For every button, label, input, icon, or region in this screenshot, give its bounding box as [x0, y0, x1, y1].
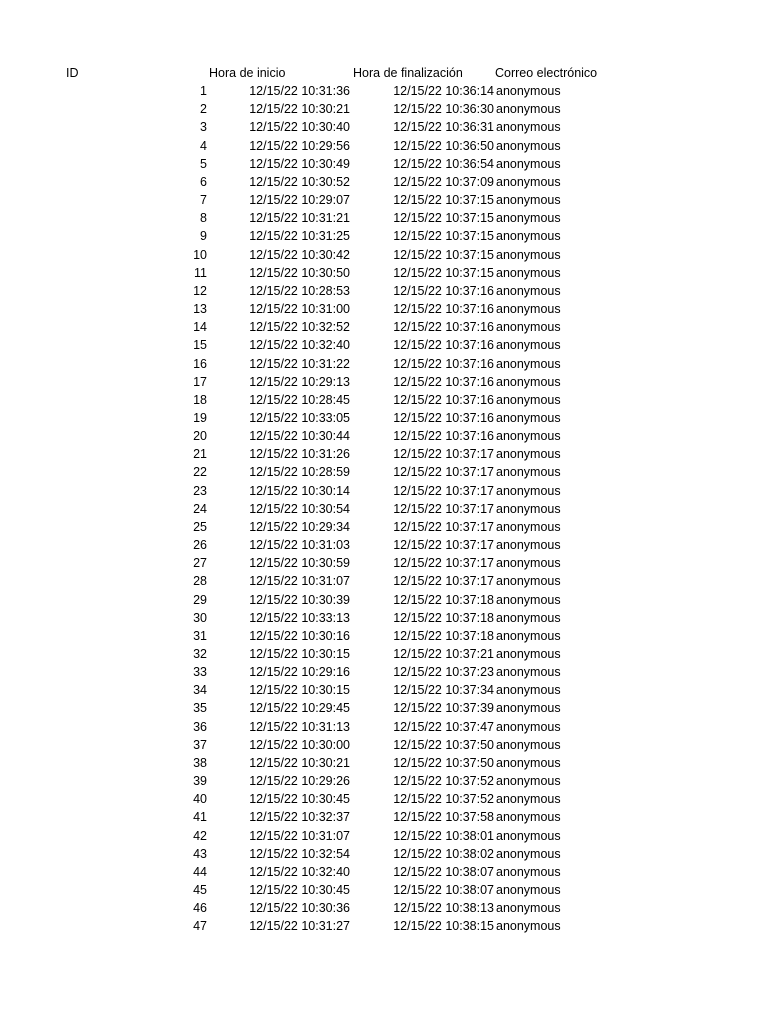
- table-row: [0, 373, 768, 391]
- cell-email: anonymous: [496, 864, 561, 879]
- cell-email: anonymous: [496, 229, 561, 244]
- cell-email: anonymous: [496, 574, 561, 589]
- cell-end-time: 12/15/22 10:37:16: [393, 410, 494, 425]
- cell-end-time: 12/15/22 10:37:09: [393, 174, 494, 189]
- table-row: [0, 282, 768, 300]
- table-row: [0, 627, 768, 645]
- cell-end-time: 12/15/22 10:37:15: [393, 265, 494, 280]
- column-header-id: ID: [66, 66, 79, 80]
- cell-id: 31: [193, 628, 207, 643]
- cell-start-time: 12/15/22 10:28:45: [249, 392, 350, 407]
- cell-email: anonymous: [496, 120, 561, 135]
- cell-id: 13: [193, 302, 207, 317]
- cell-email: anonymous: [496, 719, 561, 734]
- cell-email: anonymous: [496, 356, 561, 371]
- cell-end-time: 12/15/22 10:38:13: [393, 901, 494, 916]
- table-row: [0, 917, 768, 935]
- cell-id: 38: [193, 755, 207, 770]
- cell-id: 44: [193, 864, 207, 879]
- cell-email: anonymous: [496, 737, 561, 752]
- cell-end-time: 12/15/22 10:37:15: [393, 229, 494, 244]
- cell-email: anonymous: [496, 701, 561, 716]
- cell-id: 47: [193, 919, 207, 934]
- cell-email: anonymous: [496, 374, 561, 389]
- cell-end-time: 12/15/22 10:37:16: [393, 356, 494, 371]
- cell-id: 46: [193, 901, 207, 916]
- cell-id: 26: [193, 538, 207, 553]
- cell-end-time: 12/15/22 10:37:16: [393, 320, 494, 335]
- cell-id: 34: [193, 683, 207, 698]
- cell-start-time: 12/15/22 10:32:40: [249, 338, 350, 353]
- cell-end-time: 12/15/22 10:37:50: [393, 755, 494, 770]
- cell-id: 23: [193, 483, 207, 498]
- cell-id: 35: [193, 701, 207, 716]
- cell-end-time: 12/15/22 10:36:54: [393, 156, 494, 171]
- table-row: [0, 100, 768, 118]
- cell-end-time: 12/15/22 10:37:16: [393, 374, 494, 389]
- cell-start-time: 12/15/22 10:33:13: [249, 610, 350, 625]
- table-row: [0, 391, 768, 409]
- cell-id: 39: [193, 774, 207, 789]
- cell-start-time: 12/15/22 10:30:21: [249, 102, 350, 117]
- column-header-email: Correo electrónico: [495, 66, 598, 80]
- table-row: [0, 409, 768, 427]
- cell-email: anonymous: [496, 828, 561, 843]
- cell-email: anonymous: [496, 247, 561, 262]
- table-row: [0, 355, 768, 373]
- cell-start-time: 12/15/22 10:30:45: [249, 792, 350, 807]
- cell-id: 12: [193, 283, 207, 298]
- cell-end-time: 12/15/22 10:36:31: [393, 120, 494, 135]
- cell-email: anonymous: [496, 338, 561, 353]
- cell-id: 5: [200, 156, 207, 171]
- cell-email: anonymous: [496, 919, 561, 934]
- cell-email: anonymous: [496, 211, 561, 226]
- table-row: [0, 754, 768, 772]
- cell-id: 27: [193, 556, 207, 571]
- cell-start-time: 12/15/22 10:28:53: [249, 283, 350, 298]
- cell-end-time: 12/15/22 10:37:39: [393, 701, 494, 716]
- cell-start-time: 12/15/22 10:31:26: [249, 447, 350, 462]
- cell-id: 45: [193, 883, 207, 898]
- cell-id: 9: [200, 229, 207, 244]
- cell-id: 41: [193, 810, 207, 825]
- cell-start-time: 12/15/22 10:31:21: [249, 211, 350, 226]
- cell-start-time: 12/15/22 10:28:59: [249, 465, 350, 480]
- cell-start-time: 12/15/22 10:30:15: [249, 683, 350, 698]
- cell-start-time: 12/15/22 10:30:16: [249, 628, 350, 643]
- cell-start-time: 12/15/22 10:31:00: [249, 302, 350, 317]
- table-row: [0, 699, 768, 717]
- table-row: [0, 790, 768, 808]
- cell-end-time: 12/15/22 10:37:15: [393, 247, 494, 262]
- cell-end-time: 12/15/22 10:38:15: [393, 919, 494, 934]
- cell-start-time: 12/15/22 10:33:05: [249, 410, 350, 425]
- cell-id: 1: [200, 84, 207, 99]
- cell-id: 11: [194, 265, 207, 280]
- cell-email: anonymous: [496, 538, 561, 553]
- cell-email: anonymous: [496, 592, 561, 607]
- cell-end-time: 12/15/22 10:36:50: [393, 138, 494, 153]
- cell-end-time: 12/15/22 10:37:16: [393, 283, 494, 298]
- cell-start-time: 12/15/22 10:30:50: [249, 265, 350, 280]
- cell-email: anonymous: [496, 792, 561, 807]
- table-row: [0, 264, 768, 282]
- cell-email: anonymous: [496, 174, 561, 189]
- cell-end-time: 12/15/22 10:37:47: [393, 719, 494, 734]
- cell-start-time: 12/15/22 10:30:52: [249, 174, 350, 189]
- cell-email: anonymous: [496, 156, 561, 171]
- cell-end-time: 12/15/22 10:37:50: [393, 737, 494, 752]
- table-row: [0, 336, 768, 354]
- table-row: [0, 718, 768, 736]
- cell-email: anonymous: [496, 556, 561, 571]
- table-row: [0, 663, 768, 681]
- table-row: [0, 173, 768, 191]
- cell-start-time: 12/15/22 10:30:45: [249, 883, 350, 898]
- cell-id: 8: [200, 211, 207, 226]
- cell-end-time: 12/15/22 10:37:17: [393, 465, 494, 480]
- cell-end-time: 12/15/22 10:36:14: [393, 84, 494, 99]
- cell-id: 19: [193, 410, 207, 425]
- table-row: [0, 536, 768, 554]
- cell-start-time: 12/15/22 10:29:16: [249, 665, 350, 680]
- cell-id: 4: [200, 138, 207, 153]
- cell-end-time: 12/15/22 10:37:17: [393, 538, 494, 553]
- cell-id: 29: [193, 592, 207, 607]
- cell-start-time: 12/15/22 10:31:07: [249, 828, 350, 843]
- cell-id: 24: [193, 501, 207, 516]
- cell-end-time: 12/15/22 10:37:52: [393, 774, 494, 789]
- cell-email: anonymous: [496, 138, 561, 153]
- cell-start-time: 12/15/22 10:31:03: [249, 538, 350, 553]
- cell-start-time: 12/15/22 10:30:44: [249, 429, 350, 444]
- table-row: [0, 736, 768, 754]
- cell-id: 43: [193, 846, 207, 861]
- cell-id: 17: [193, 374, 207, 389]
- cell-end-time: 12/15/22 10:37:34: [393, 683, 494, 698]
- table-row: [0, 772, 768, 790]
- cell-email: anonymous: [496, 519, 561, 534]
- cell-email: anonymous: [496, 647, 561, 661]
- table-row: [0, 246, 768, 264]
- cell-end-time: 12/15/22 10:38:01: [393, 828, 494, 843]
- cell-id: 15: [193, 338, 207, 353]
- cell-email: anonymous: [496, 265, 561, 280]
- cell-id: 6: [200, 174, 207, 189]
- cell-end-time: 12/15/22 10:37:21: [393, 647, 494, 661]
- cell-email: anonymous: [496, 410, 561, 425]
- cell-end-time: 12/15/22 10:37:17: [393, 574, 494, 589]
- cell-email: anonymous: [496, 429, 561, 444]
- cell-email: anonymous: [496, 628, 561, 643]
- table-row: [0, 118, 768, 136]
- cell-email: anonymous: [496, 392, 561, 407]
- cell-start-time: 12/15/22 10:29:07: [249, 193, 350, 208]
- table-row: [0, 863, 768, 881]
- cell-email: anonymous: [496, 483, 561, 498]
- cell-start-time: 12/15/22 10:30:42: [249, 247, 350, 262]
- cell-end-time: 12/15/22 10:38:02: [393, 846, 494, 861]
- cell-id: 7: [200, 193, 207, 208]
- table-row: [0, 482, 768, 500]
- cell-start-time: 12/15/22 10:30:54: [249, 501, 350, 516]
- cell-id: 2: [200, 102, 207, 117]
- cell-email: anonymous: [496, 665, 561, 680]
- table-row: [0, 681, 768, 699]
- cell-start-time: 12/15/22 10:32:37: [249, 810, 350, 825]
- cell-id: 16: [193, 356, 207, 371]
- cell-start-time: 12/15/22 10:29:34: [249, 519, 350, 534]
- cell-email: anonymous: [496, 901, 561, 916]
- cell-start-time: 12/15/22 10:29:45: [249, 701, 350, 716]
- cell-start-time: 12/15/22 10:31:07: [249, 574, 350, 589]
- cell-id: 36: [193, 719, 207, 734]
- cell-start-time: 12/15/22 10:30:21: [249, 755, 350, 770]
- cell-start-time: 12/15/22 10:32:52: [249, 320, 350, 335]
- cell-start-time: 12/15/22 10:32:54: [249, 846, 350, 861]
- cell-start-time: 12/15/22 10:30:49: [249, 156, 350, 171]
- cell-email: anonymous: [496, 846, 561, 861]
- cell-id: 33: [193, 665, 207, 680]
- cell-email: anonymous: [496, 501, 561, 516]
- table-row: [0, 155, 768, 173]
- table-row: [0, 227, 768, 245]
- cell-start-time: 12/15/22 10:31:13: [249, 719, 350, 734]
- table-row: [0, 845, 768, 863]
- cell-end-time: 12/15/22 10:37:15: [393, 193, 494, 208]
- cell-end-time: 12/15/22 10:37:17: [393, 519, 494, 534]
- cell-id: 18: [193, 392, 207, 407]
- cell-email: anonymous: [496, 755, 561, 770]
- cell-email: anonymous: [496, 302, 561, 317]
- cell-email: anonymous: [496, 810, 561, 825]
- cell-start-time: 12/15/22 10:30:14: [249, 483, 350, 498]
- cell-end-time: 12/15/22 10:37:23: [393, 665, 494, 680]
- cell-start-time: 12/15/22 10:29:26: [249, 774, 350, 789]
- table-row: [0, 899, 768, 917]
- spreadsheet-page: [0, 64, 768, 936]
- cell-email: anonymous: [496, 283, 561, 298]
- cell-end-time: 12/15/22 10:37:17: [393, 501, 494, 516]
- table-row: [0, 518, 768, 536]
- cell-email: anonymous: [496, 193, 561, 208]
- cell-id: 22: [193, 465, 207, 480]
- cell-id: 28: [193, 574, 207, 589]
- cell-end-time: 12/15/22 10:37:16: [393, 338, 494, 353]
- table-row: [0, 300, 768, 318]
- header-row: [0, 64, 768, 82]
- cell-start-time: 12/15/22 10:31:22: [249, 356, 350, 371]
- cell-end-time: 12/15/22 10:38:07: [393, 864, 494, 879]
- cell-end-time: 12/15/22 10:37:16: [393, 392, 494, 407]
- cell-id: 32: [193, 647, 207, 661]
- cell-id: 21: [193, 447, 207, 462]
- table-row: [0, 318, 768, 336]
- cell-end-time: 12/15/22 10:36:30: [393, 102, 494, 117]
- table-row: [0, 463, 768, 481]
- cell-id: 30: [193, 610, 207, 625]
- cell-id: 37: [193, 737, 207, 752]
- cell-start-time: 12/15/22 10:30:39: [249, 592, 350, 607]
- cell-id: 40: [193, 792, 207, 807]
- cell-email: anonymous: [496, 84, 561, 99]
- cell-end-time: 12/15/22 10:37:15: [393, 211, 494, 226]
- table-row: [0, 808, 768, 826]
- cell-id: 25: [193, 519, 207, 534]
- table-row: [0, 137, 768, 155]
- cell-email: anonymous: [496, 683, 561, 698]
- table-row: [0, 445, 768, 463]
- column-header-end-time: Hora de finalización: [353, 66, 463, 80]
- cell-email: anonymous: [496, 447, 561, 462]
- cell-email: anonymous: [496, 883, 561, 898]
- cell-id: 14: [193, 320, 207, 335]
- cell-id: 20: [193, 429, 207, 444]
- cell-start-time: 12/15/22 10:31:27: [249, 919, 350, 934]
- cell-id: 42: [193, 828, 207, 843]
- cell-start-time: 12/15/22 10:31:25: [249, 229, 350, 244]
- cell-start-time: 12/15/22 10:30:36: [249, 901, 350, 916]
- cell-email: anonymous: [496, 102, 561, 117]
- cell-start-time: 12/15/22 10:31:36: [249, 84, 350, 99]
- cell-end-time: 12/15/22 10:37:17: [393, 447, 494, 462]
- cell-start-time: 12/15/22 10:29:56: [249, 138, 350, 153]
- table-row: [0, 572, 768, 590]
- cell-start-time: 12/15/22 10:29:13: [249, 374, 350, 389]
- cell-email: anonymous: [496, 774, 561, 789]
- table-row: [0, 191, 768, 209]
- table-row: [0, 209, 768, 227]
- cell-email: anonymous: [496, 320, 561, 335]
- cell-end-time: 12/15/22 10:38:07: [393, 883, 494, 898]
- table-row: [0, 881, 768, 899]
- cell-end-time: 12/15/22 10:37:58: [393, 810, 494, 825]
- cell-email: anonymous: [496, 610, 561, 625]
- cell-start-time: 12/15/22 10:30:00: [249, 737, 350, 752]
- column-header-start-time: Hora de inicio: [209, 66, 286, 80]
- cell-start-time: 12/15/22 10:30:40: [249, 120, 350, 135]
- cell-start-time: 12/15/22 10:32:40: [249, 864, 350, 879]
- table-row: [0, 427, 768, 445]
- cell-end-time: 12/15/22 10:37:18: [393, 610, 494, 625]
- cell-id: 10: [193, 247, 207, 262]
- cell-end-time: 12/15/22 10:37:16: [393, 302, 494, 317]
- table-row: [0, 645, 768, 663]
- cell-end-time: 12/15/22 10:37:16: [393, 429, 494, 444]
- table-row: [0, 591, 768, 609]
- table-row: [0, 827, 768, 845]
- cell-end-time: 12/15/22 10:37:18: [393, 592, 494, 607]
- cell-start-time: 12/15/22 10:30:15: [249, 647, 350, 661]
- table-body: [0, 82, 768, 935]
- cell-end-time: 12/15/22 10:37:52: [393, 792, 494, 807]
- table-row: [0, 500, 768, 518]
- cell-end-time: 12/15/22 10:37:17: [393, 556, 494, 571]
- table-row: [0, 554, 768, 572]
- table-row: [0, 609, 768, 627]
- cell-email: anonymous: [496, 465, 561, 480]
- table-row: [0, 82, 768, 100]
- cell-end-time: 12/15/22 10:37:17: [393, 483, 494, 498]
- cell-id: 3: [200, 120, 207, 135]
- cell-start-time: 12/15/22 10:30:59: [249, 556, 350, 571]
- cell-end-time: 12/15/22 10:37:18: [393, 628, 494, 643]
